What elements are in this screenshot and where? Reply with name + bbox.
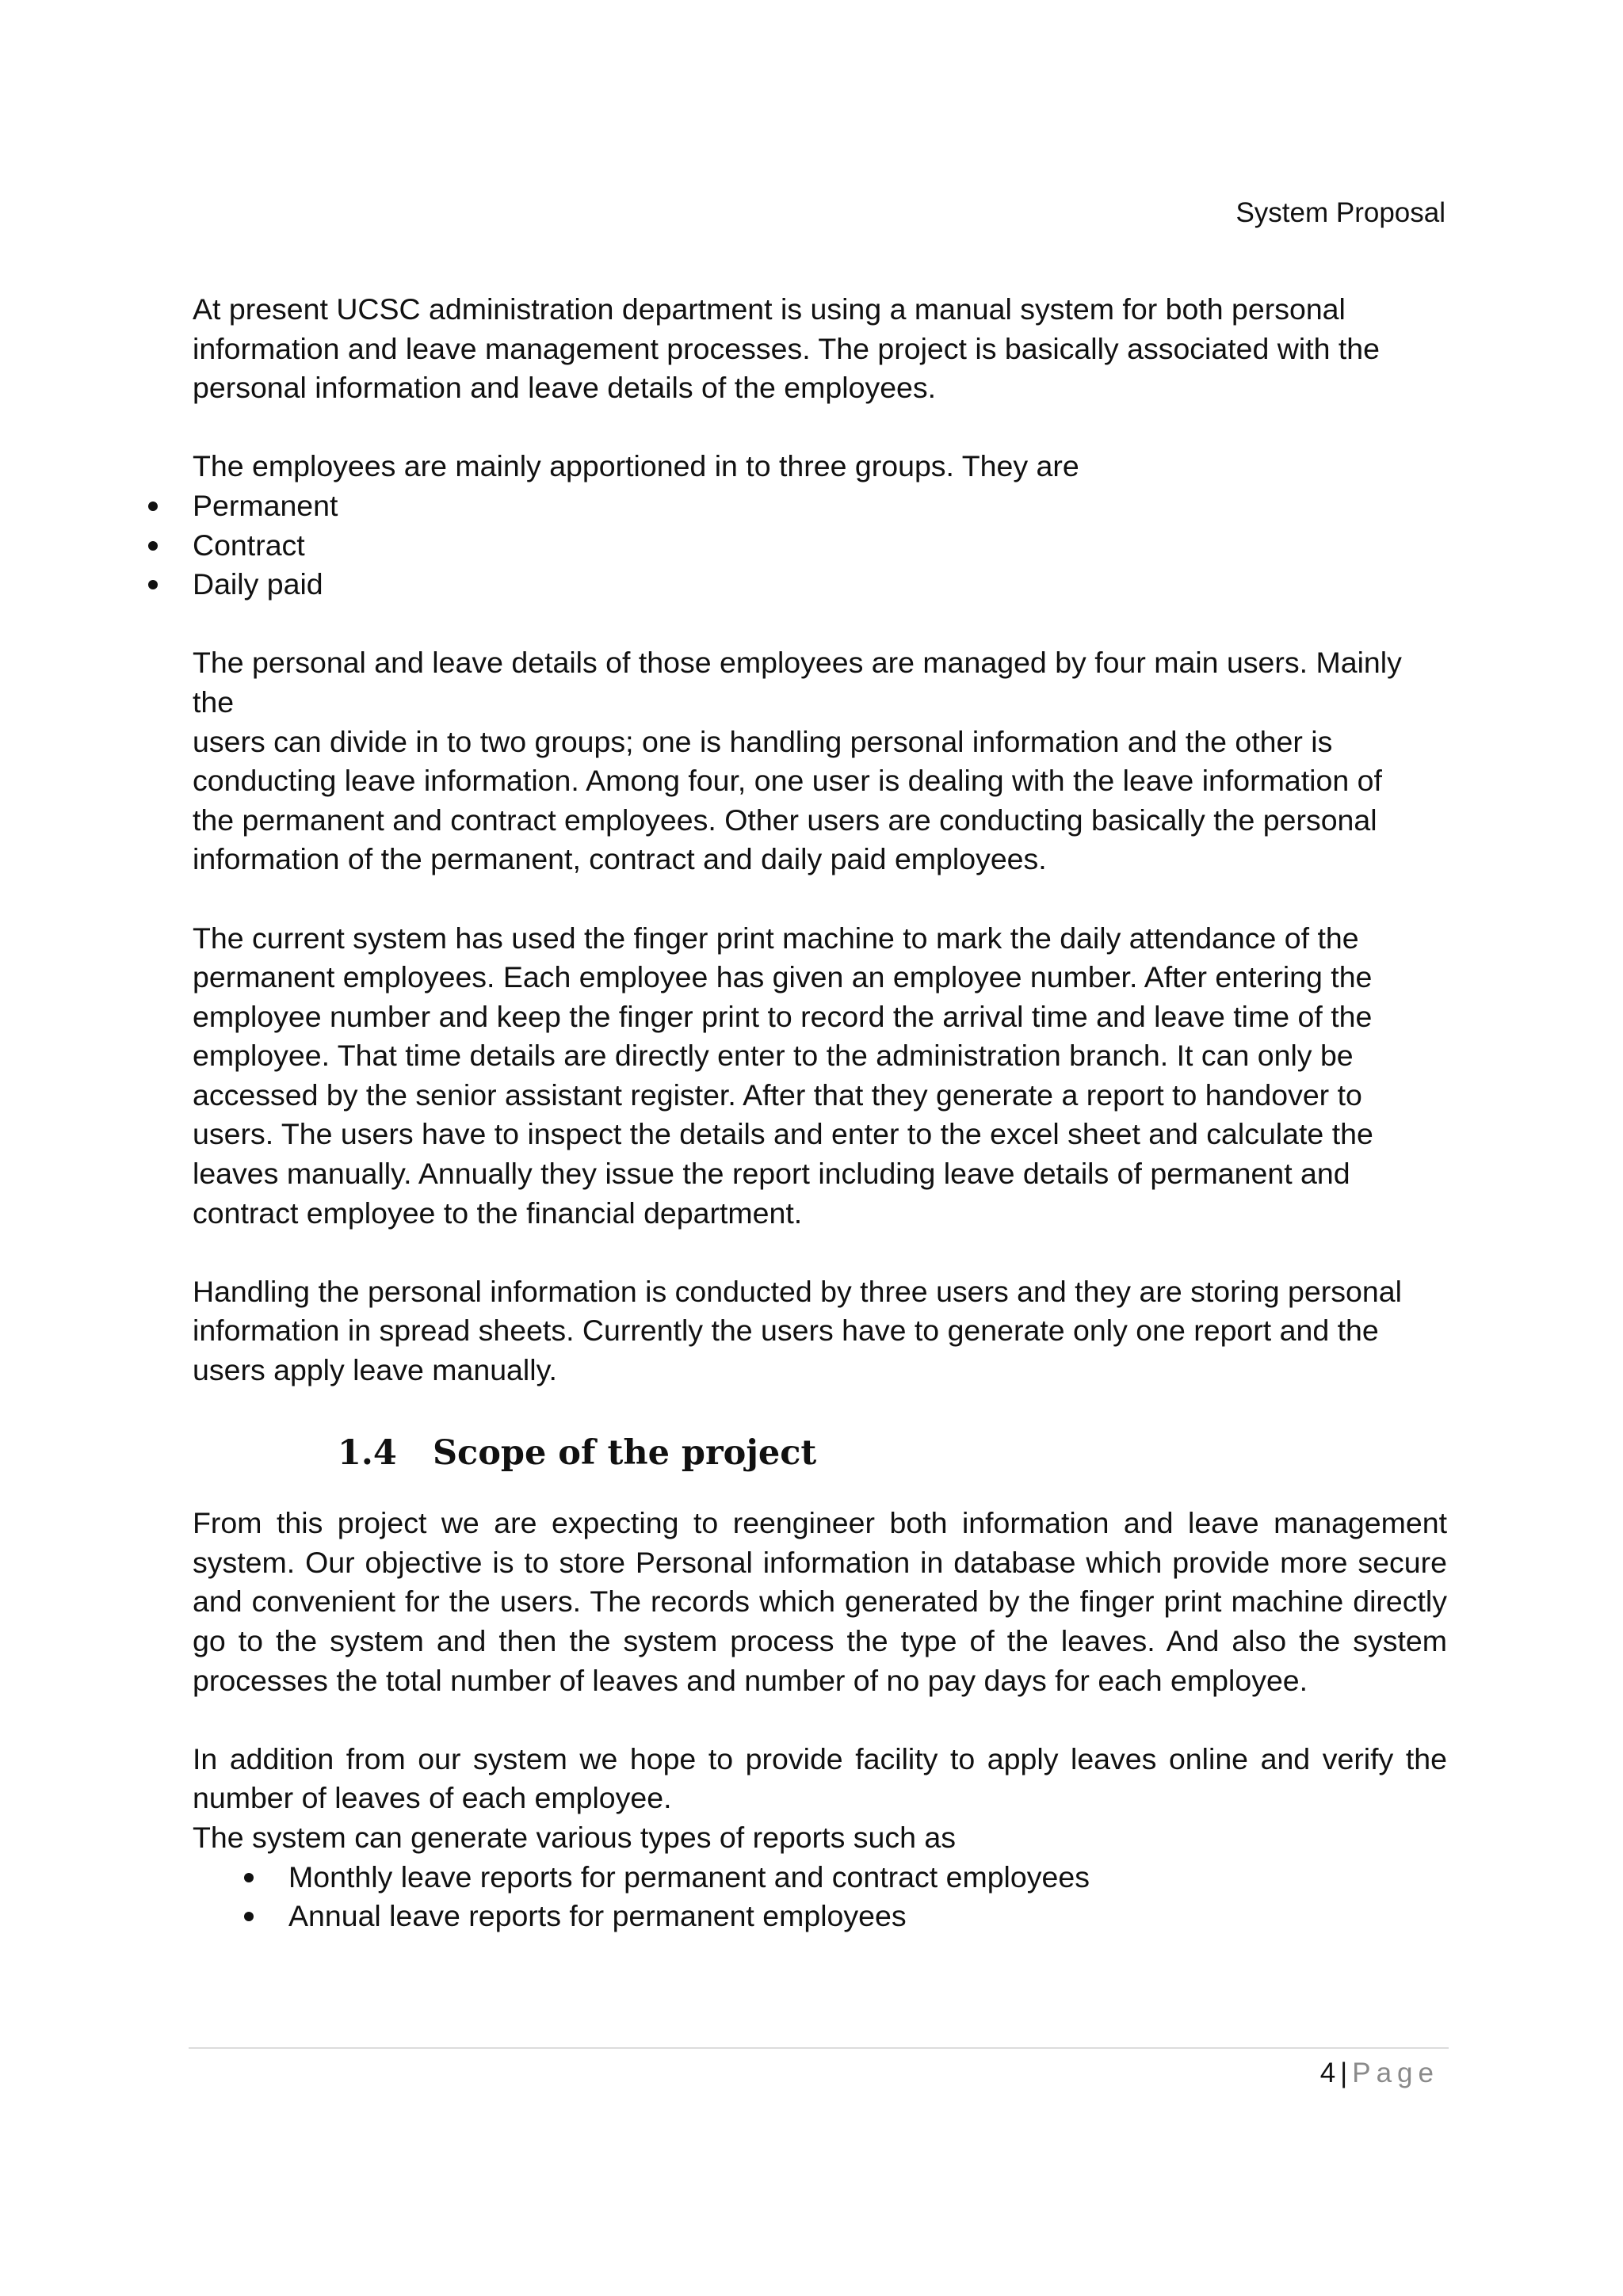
list-item: Contract (193, 526, 1447, 566)
list-item: Permanent (193, 486, 1447, 526)
reports-list (193, 1858, 1447, 1936)
document-body (193, 290, 1447, 1975)
scope-paragraph-2: In addition from our system we hope to provide facility to apply leaves online and verify the number of leaves of each employee. (193, 1741, 1447, 1815)
page-label: Page (1352, 2058, 1439, 2088)
footer-separator: | (1340, 2058, 1348, 2088)
intro-paragraph-1: At present UCSC administration department is using a manual system for both personal information and leave management processes. The project is basically associated with the personal information and leave details of the employees. (193, 292, 1381, 405)
scope-paragraph-1: From this project we are expecting to reengineer both information and leave management system. Our objective is to store Personal information in database which provide more secure and convenient for the users. The records which generated by the finger print machine directly go to the system and then the system process the type of the leaves. And also the system processes the total number of leaves and number of no pay days for each employee. (193, 1506, 1447, 1697)
groups-intro: The employees are mainly apportioned in to three groups. They are (193, 449, 1079, 483)
section-number: 1.4 (338, 1433, 397, 1474)
footer-divider (189, 2047, 1449, 2049)
list-item: Annual leave reports for permanent employees (288, 1897, 1447, 1936)
section-heading (338, 1429, 1447, 1477)
running-header: System Proposal (1235, 197, 1445, 228)
section-title: Scope of the project (433, 1433, 817, 1474)
intro-paragraph-2: The personal and leave details of those employees are managed by four main users. Mainly the users can divide in to two groups; one is handling personal information and the other is conducting leave information. Among four, one user is dealing with the leave information of the permanent and contract employees. Other users are conducting basically the personal information of the permanent, contract and daily paid employees. (193, 646, 1402, 876)
reports-intro: The system can generate various types of reports such as (193, 1820, 956, 1854)
list-item: Monthly leave reports for permanent and contract employees (288, 1858, 1447, 1897)
page-footer (1320, 2054, 1439, 2093)
intro-paragraph-3: The current system has used the finger print machine to mark the daily attendance of the permanent employees. Each employee has given an employee number. After entering the employee number and keep the finger print to record the arrival time and leave time of the employee. That time details are directly enter to the administration branch. It can only be accessed by the senior assistant register. After that they generate a report to handover to users. The users have to inspect the details and enter to the excel sheet and calculate the leaves manually. Annually they issue the report including leave details of permanent and contract employee to the financial department. (193, 921, 1373, 1230)
list-item: Daily paid (193, 565, 1447, 605)
intro-paragraph-4: Handling the personal information is conducted by three users and they are storing personal information in spread sheets. Currently the users have to generate only one report and the users apply leave manually. (193, 1274, 1402, 1387)
page-number: 4 (1319, 2058, 1336, 2088)
employee-groups-list (193, 486, 1447, 605)
